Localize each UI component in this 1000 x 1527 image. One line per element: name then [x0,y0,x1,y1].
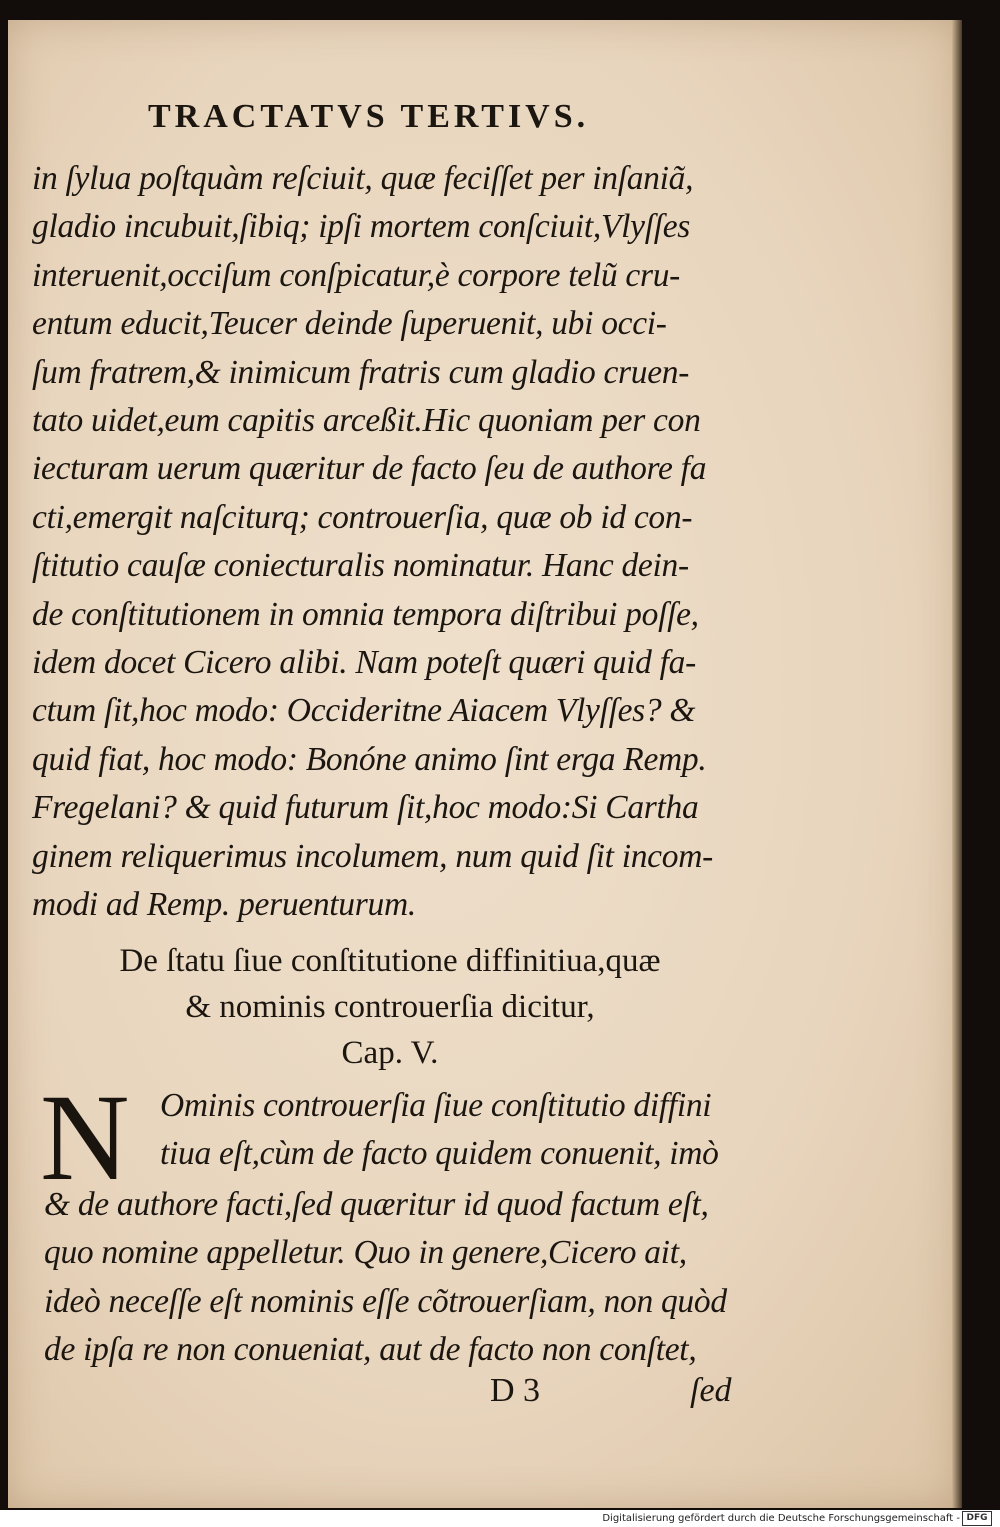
signature-mark: D 3 [490,1372,541,1409]
text-line: tato uidet,eum capitis arceßit.Hic quoniam per con [32,402,701,440]
text-line: & de authore facti,ſed quæritur id quod factum eſt, [44,1186,709,1223]
chapter-number: Cap. V. [341,1035,439,1071]
text-line: quid fiat, hoc modo: Bonóne animo ſint erga Remp. [32,740,707,778]
text-line: cti,emergit naſciturq; controuerſia, quæ ob id con- [32,498,693,536]
text-line: iecturam uerum quæritur de facto ſeu de authore fa [32,450,707,488]
text-line: idem docet Cicero alibi. Nam poteſt quæri quid fa- [32,644,696,682]
running-title: TRACTATVS TERTIVS. [148,98,590,135]
paragraph-2-indented [160,1082,740,1179]
page-edge [952,20,962,1508]
text-line: Fregelani? & quid futurum ſit,hoc modo:Si Cartha [32,789,699,827]
heading-line: De ſtatu ſiue conſtitutione diffinitiua,quæ [119,943,661,979]
text-line: modi ad Remp. peruenturum. [32,886,416,924]
text-line: ctum ſit,hoc modo: Occideritne Aiacem Vlyſſes? & [32,692,696,730]
heading-line: & nominis controuerſia dicitur, [185,989,595,1025]
text-line: ideò neceſſe eſt nominis eſſe cõtrouerſiam, non quòd [44,1282,727,1320]
text-line: ginem reliquerimus incolumem, num quid ſit incom- [32,837,713,875]
catchword: ſed [690,1372,732,1409]
chapter-heading [40,938,740,1076]
drop-cap-initial: N [40,1069,130,1206]
text-line: interuenit,occiſum conſpicatur,è corpore telũ cru- [32,256,681,294]
text-line: ſtitutio cauſæ coniecturalis nominatur. Hanc dein- [32,547,689,585]
paragraph-2 [44,1181,754,1375]
text-line: entum educit,Teucer deinde ſuperuenit, ubi occi- [32,305,667,343]
text-line: de conſtitutionem in omnia tempora diſtribui poſſe, [32,595,699,633]
text-line: tiua eſt,cùm de facto quidem conuenit, imò [160,1135,719,1173]
text-line: quo nomine appelletur. Quo in genere,Cicero ait, [44,1234,687,1272]
funding-attribution: Digitalisierung gefördert durch die Deutsche Forschungsgemeinschaft - [602,1513,960,1524]
text-line: ſum fratrem,& inimicum fratris cum gladio cruen- [32,353,690,391]
text-line: gladio incubuit,ſibiq; ipſi mortem conſciuit,Vlyſſes [32,208,691,246]
paragraph-1 [32,155,752,930]
text-line: de ipſa re non conueniat, aut de facto non conſtet, [44,1331,697,1369]
text-line: in ſylua poſtquàm reſciuit, quæ feciſſet per inſaniã, [32,160,694,197]
text-line: Ominis controuerſia ſiue conſtitutio diffini [160,1087,712,1124]
dfg-logo: DFG [962,1511,992,1526]
